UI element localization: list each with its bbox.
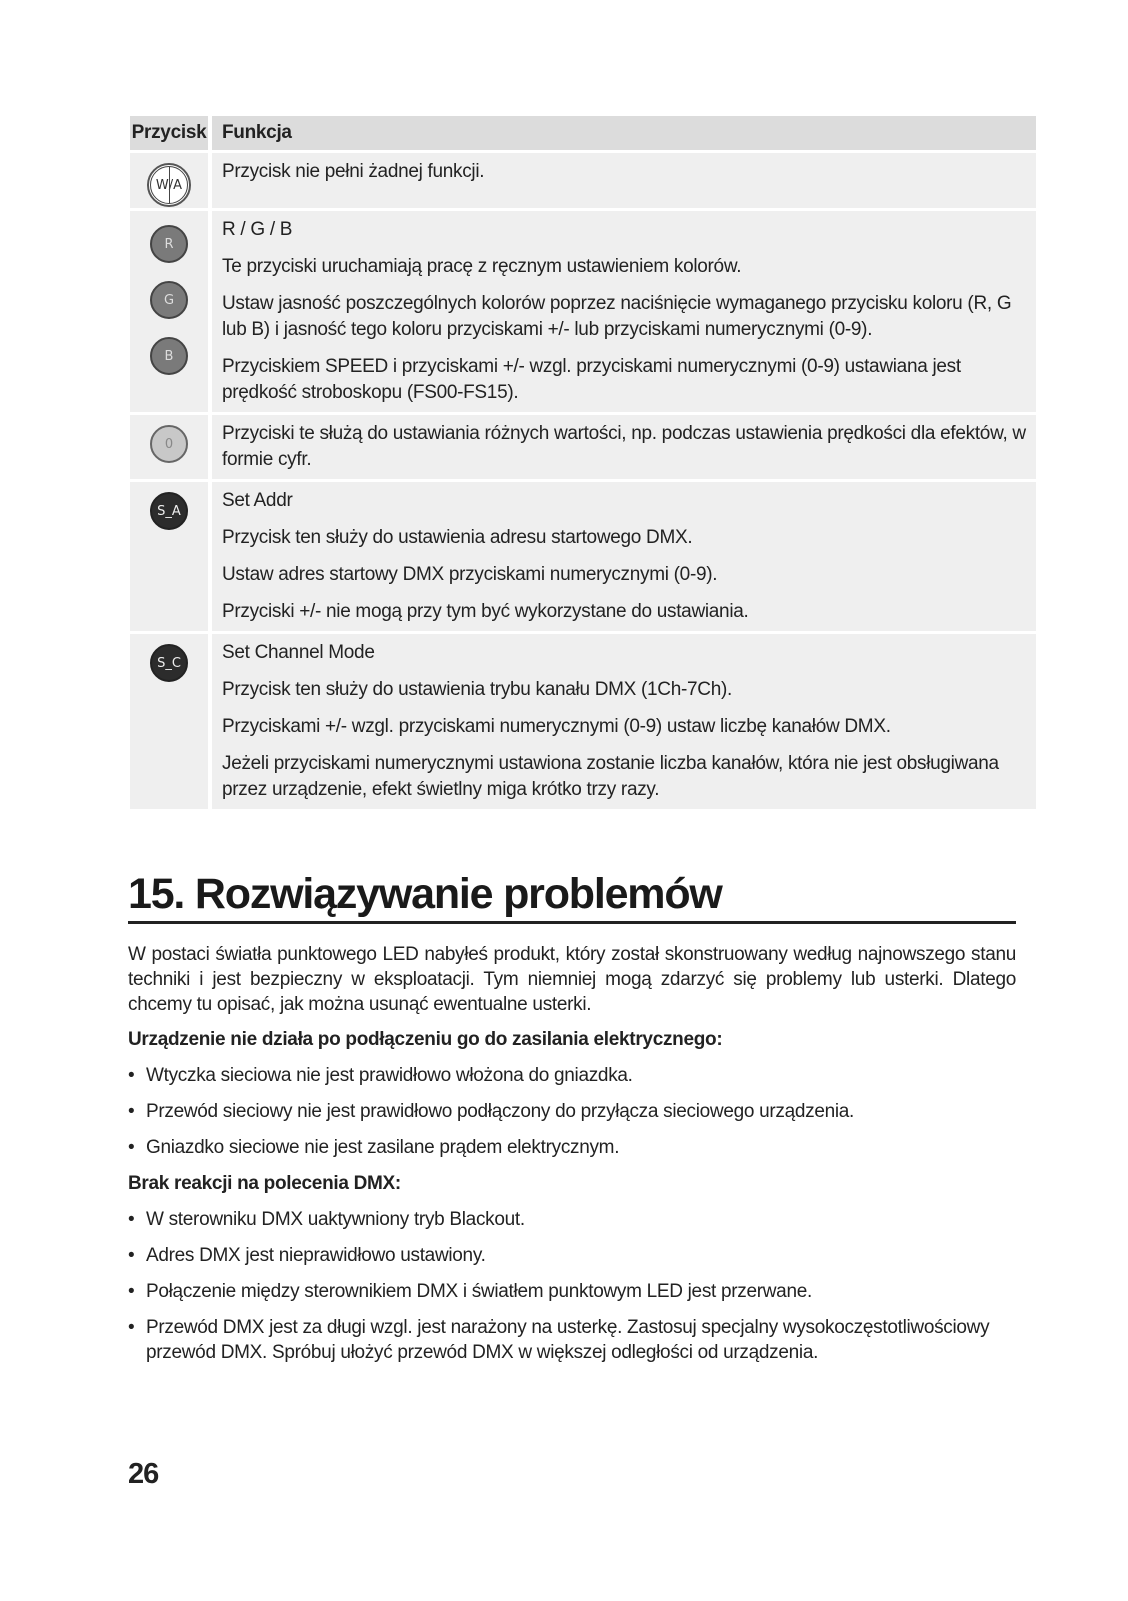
list-item: • Połączenie między sterownikiem DMX i światłem punktowym LED jest przerwane.: [128, 1279, 1016, 1304]
function-cell: [212, 211, 1036, 412]
button-cell: [130, 211, 212, 412]
function-text: Przyciski +/- nie mogą przy tym być wykorzystane do ustawiania.: [222, 601, 749, 622]
set-channel-button-icon: S_C: [150, 644, 188, 682]
set-addr-button-icon: S_A: [150, 492, 188, 530]
function-text: Przyciskiem SPEED i przyciskami +/- wzgl. przyciskami numerycznymi (0-9) ustawiana jest prędkość stroboskopu (FS00-FS15).: [222, 356, 961, 403]
table-row: [130, 482, 1036, 631]
list-item: • W sterowniku DMX uaktywniony tryb Blackout.: [128, 1207, 1016, 1232]
function-cell: [212, 153, 1036, 208]
function-title: Set Addr: [222, 490, 293, 511]
section-title: 15. Rozwiązywanie problemów: [128, 870, 1016, 924]
function-text: Te przyciski uruchamiają pracę z ręcznym ustawieniem kolorów.: [222, 256, 742, 277]
button-cell: [130, 415, 212, 479]
zero-button-icon: 0: [150, 425, 188, 463]
function-text: Przyciski te służą do ustawiania różnych wartości, np. podczas ustawienia prędkości dla efektów, w formie cyfr.: [222, 423, 1026, 470]
function-text: Przycisk ten służy do ustawienia adresu startowego DMX.: [222, 527, 693, 548]
function-text: Ustaw adres startowy DMX przyciskami numerycznymi (0-9).: [222, 564, 718, 585]
function-text: Jeżeli przyciskami numerycznymi ustawiona zostanie liczba kanałów, która nie jest obsługiwana przez urządzenie, efekt świetlny miga krótko trzy razy.: [222, 753, 999, 800]
problem-list: [128, 1063, 1016, 1160]
list-item: • Adres DMX jest nieprawidłowo ustawiony.: [128, 1243, 1016, 1268]
section-body: [128, 942, 1016, 1376]
function-cell: [212, 415, 1036, 479]
list-item: • Przewód sieciowy nie jest prawidłowo podłączony do przyłącza sieciowego urządzenia.: [128, 1099, 1016, 1124]
intro-paragraph: W postaci światła punktowego LED nabyłeś produkt, który został skonstruowany według najnowszego stanu techniki i jest bezpieczny w eksploatacji. Tym niemniej mogą zdarzyć się problemy lub usterki. Dlatego chcemy tu opisać, jak można usunąć ewentualne usterki.: [128, 944, 1016, 1015]
list-item: • Wtyczka sieciowa nie jest prawidłowo włożona do gniazdka.: [128, 1063, 1016, 1088]
function-text: Przycisk nie pełni żadnej funkcji.: [222, 161, 485, 182]
button-cell: [130, 482, 212, 631]
function-cell: [212, 482, 1036, 631]
table-header-row: [130, 116, 1036, 150]
g-button-icon: G: [150, 281, 188, 319]
function-title: R / G / B: [222, 219, 293, 240]
table-row: [130, 415, 1036, 479]
button-cell: [130, 634, 212, 809]
r-button-icon: R: [150, 225, 188, 263]
problem-list: [128, 1207, 1016, 1365]
problem-heading: Brak reakcji na polecenia DMX:: [128, 1173, 401, 1194]
table-row: [130, 211, 1036, 412]
list-item: • Gniazdko sieciowe nie jest zasilane prądem elektrycznym.: [128, 1135, 1016, 1160]
page-number: 26: [128, 1458, 159, 1490]
function-text: Ustaw jasność poszczególnych kolorów poprzez naciśnięcie wymaganego przycisku koloru (R, G lub B) i jasność tego koloru przyciskami +/- lub przyciskami numerycznymi (0-9).: [222, 293, 1012, 340]
wa-button-icon: W/A: [147, 163, 191, 207]
function-text: Przycisk ten służy do ustawienia trybu kanału DMX (1Ch-7Ch).: [222, 679, 732, 700]
function-cell: [212, 634, 1036, 809]
function-text: Przyciskami +/- wzgl. przyciskami numerycznymi (0-9) ustaw liczbę kanałów DMX.: [222, 716, 891, 737]
table-row: [130, 634, 1036, 809]
list-item: • Przewód DMX jest za długi wzgl. jest narażony na usterkę. Zastosuj specjalny wysokoczęstotliwościowy przewód DMX. Spróbuj ułożyć przewód DMX w większej odległości od urządzenia.: [128, 1315, 1016, 1365]
button-cell: [130, 153, 212, 208]
function-title: Set Channel Mode: [222, 642, 375, 663]
button-function-table-wrap: [130, 116, 1036, 812]
problem-heading: Urządzenie nie działa po podłączeniu go do zasilania elektrycznego:: [128, 1029, 723, 1050]
table-row: [130, 153, 1036, 208]
b-button-icon: B: [150, 337, 188, 375]
header-button: Przycisk: [130, 116, 212, 150]
button-function-table: [130, 113, 1036, 812]
header-function: Funkcja: [212, 116, 1036, 150]
